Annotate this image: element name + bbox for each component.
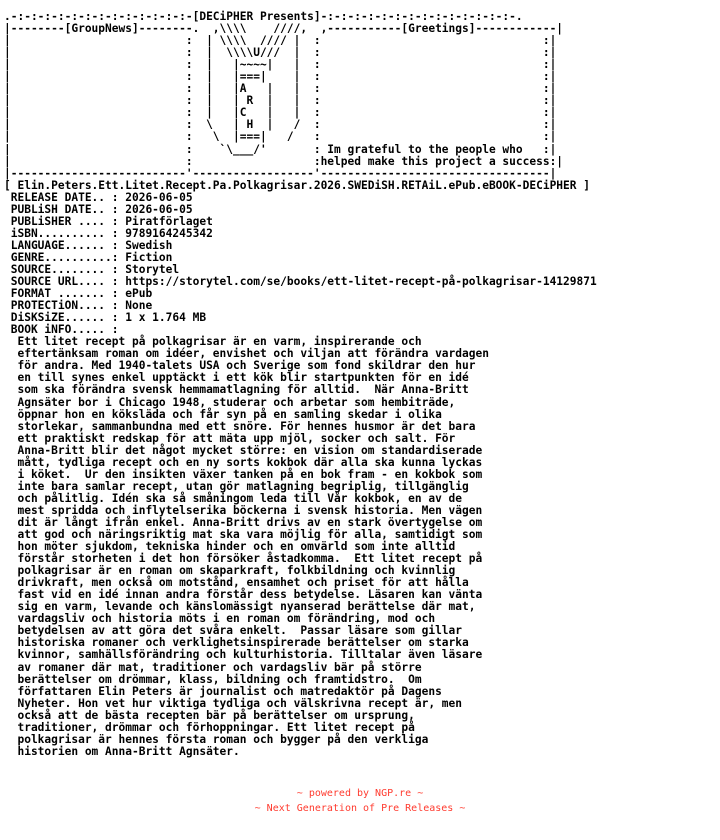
nfo-line: polkagrisar är hennes första roman och bygger på den verkliga	[4, 732, 429, 746]
nfo-line: PUBLiSHER .... : Piratförlaget	[4, 214, 213, 228]
nfo-line: betydelsen av att göra det svåra enkelt. Passar läsare som gillar	[4, 624, 463, 638]
nfo-line: LANGUAGE...... : Swedish	[4, 238, 173, 252]
nfo-line: författaren Elin Peters är journalist och matredaktör på Dagens	[4, 684, 442, 698]
nfo-line: | : | |C | | : :|	[4, 106, 557, 120]
nfo-line: kvinnor, samhällsförändring och kulturhistoria. Tilltalar även läsare	[4, 648, 483, 662]
nfo-line: FORMAT ....... : ePub	[4, 287, 153, 301]
nfo-line: vardagsliv och historia möts i en roman om förändring, mod och	[4, 612, 436, 626]
nfo-line: sig en varm, levande och känslomässigt nyanserad berättelse där mat,	[4, 600, 476, 614]
nfo-line: | : \ |===| / : :|	[4, 130, 557, 144]
nfo-line: | : | |===| | : :|	[4, 70, 557, 84]
nfo-line: .-:-:-:-:-:-:-:-:-:-:-:-:-:-[DECiPHER Presents]-:-:-:-:-:-:-:-:-:-:-:-:-:-:-.	[4, 10, 523, 23]
nfo-line: också att de bästa recepten bär på berättelser om ursprung,	[4, 708, 415, 722]
nfo-line: GENRE..........: Fiction	[4, 250, 173, 264]
nfo-line: | : \ | H | / : :|	[4, 118, 557, 132]
nfo-line: berättelser om drömmar, klass, bildning och framtidstro. Om	[4, 672, 422, 686]
nfo-line: |--------[GroupNews]--------. ,\\\\ ////, ,-----------[Greetings]------------|	[4, 22, 564, 36]
nfo-line: | : :helped make this project a success:|	[4, 154, 564, 168]
nfo-line: SOURCE........ : Storytel	[4, 262, 180, 276]
nfo-line: BOOK iNFO..... :	[4, 323, 119, 337]
nfo-line: | : | \\\\ //// | : :|	[4, 34, 557, 48]
nfo-line: fast vid en idé innan andra förstår dess betydelse. Läsaren kan vänta	[4, 588, 483, 602]
nfo-line: traditioner, drömmar och förhoppningar. Ett litet recept på	[4, 720, 415, 734]
nfo-line: storlekar, sammanbundna med ett snöre. För hennes husmor är det bara	[4, 419, 476, 433]
nfo-line: dit är långt ifrån enkel. Anna-Britt drivs av en stark övertygelse om	[4, 515, 483, 529]
nfo-line: hon möter sjukdom, tekniska hinder och en omvärld som inte alltid	[4, 540, 456, 554]
nfo-line: RELEASE DATE.. : 2026-06-05	[4, 190, 193, 204]
nfo-line: [ Elin.Peters.Ett.Litet.Recept.Pa.Polkagrisar.2026.SWEDiSH.RETAiL.ePub.eBOOK-DECiPHER ]	[4, 178, 590, 192]
nfo-line: mest spridda och inflytelserika böckerna i svensk historia. Men vägen	[4, 503, 483, 517]
nfo-line: | : `\___/' : Im grateful to the people who :|	[4, 142, 557, 156]
nfo-line: Ett litet recept på polkagrisar är en varm, inspirerande och	[4, 335, 422, 349]
nfo-line: inte bara samlar recept, utan gör matlagning begriplig, tillgänglig	[4, 479, 469, 493]
nfo-line: öppnar hon en köksläda och får syn på en samling skedar i olika	[4, 407, 442, 421]
nfo-line: historiska romaner och verklighetsinspirerade berättelser om starka	[4, 636, 469, 650]
nfo-line: | : | |~~~~| | : :|	[4, 58, 557, 72]
nfo-line: iSBN.......... : 9789164245342	[4, 226, 213, 240]
footer-tagline: ~ Next Generation of Pre Releases ~	[254, 803, 466, 814]
nfo-line: | : | | R | | : :|	[4, 94, 557, 108]
nfo-line: en till synes enkel upptäckt i ett kök blir startpunkten för en idé	[4, 371, 469, 385]
nfo-line: mått, tydliga recept och en ny sorts kokbok där alla ska kunna lyckas	[4, 455, 483, 469]
nfo-line: SOURCE URL.... : https://storytel.com/se/books/ett-litet-recept-på-polkagrisar-14129871	[4, 275, 597, 289]
nfo-line: DiSKSiZE...... : 1 x 1.764 MB	[4, 311, 207, 325]
nfo-line: |--------------------------'------------------'----------------------------------|	[4, 166, 557, 180]
nfo-line: i köket. Ur den insikten växer tanken på en bok fram - en kokbok som	[4, 467, 483, 481]
nfo-line: ett praktiskt redskap för att mäta upp mjöl, socker och salt. För	[4, 431, 456, 445]
nfo-line: | : | |A | | : :|	[4, 82, 557, 96]
nfo-line: som ska förändra svensk hemmamatlagning för alltid. När Anna-Britt	[4, 383, 469, 397]
nfo-line: drivkraft, men också om motstånd, ensamhet och priset för att hålla	[4, 576, 469, 590]
nfo-line: Nyheter. Hon vet hur viktiga tydliga och välskrivna recept är, men	[4, 696, 463, 710]
nfo-line: Anna-Britt blir det något mycket större: en vision om standardiserade	[4, 443, 483, 457]
nfo-line: eftertänksam roman om idéer, envishet och viljan att förändra vardagen	[4, 347, 489, 361]
nfo-line: historien om Anna-Britt Agnsäter.	[4, 744, 240, 758]
nfo-line: polkagrisar är en roman om skaparkraft, folkbildning och kvinnlig	[4, 564, 456, 578]
nfo-line: Agnsäter bor i Chicago 1948, studerar och arbetar som hembiträde,	[4, 395, 456, 409]
nfo-line: PROTECTiON.... : None	[4, 299, 153, 313]
nfo-line: och pålitlig. Idén ska så småningom leda till Vår kokbok, en av de	[4, 491, 463, 505]
footer-powered-by: ~ powered by NGP.re ~	[296, 788, 424, 799]
nfo-line: för andra. Med 1940-talets USA och Sverige som fond skildrar den hur	[4, 359, 476, 373]
nfo-line: förstår storheten i det hon försöker åstadkomma. Ett litet recept på	[4, 552, 483, 566]
nfo-line: | : | \\\\U/// | : :|	[4, 46, 557, 60]
nfo-line: av romaner där mat, traditioner och vardagsliv bär på större	[4, 660, 422, 674]
nfo-line: att god och näringsriktig mat ska vara möjlig för alla, samtidigt som	[4, 528, 483, 542]
nfo-text	[4, 11, 597, 758]
nfo-line: PUBLiSH DATE.. : 2026-06-05	[4, 202, 193, 216]
